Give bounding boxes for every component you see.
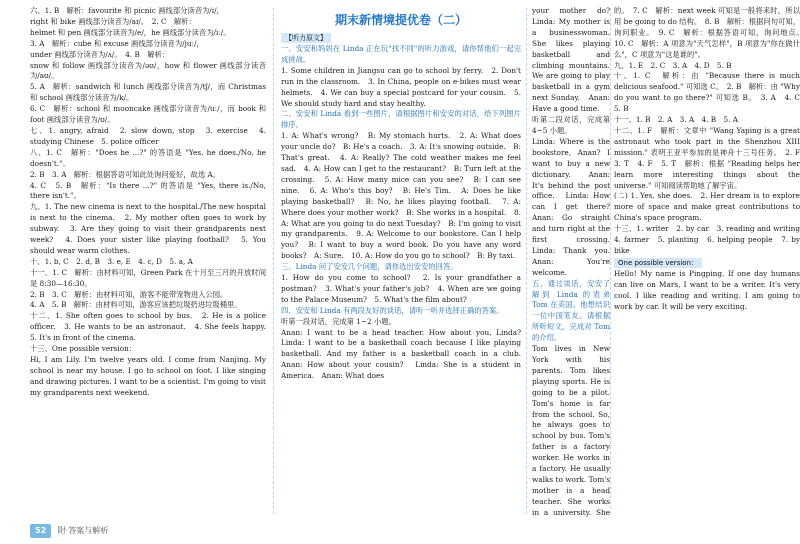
paragraph: snow 和 follow 画线部分读音为/əʊ/，how 和 flower 画线部分读音为/aʊ/。: [30, 60, 266, 81]
question-heading: 二、安安和 Linda 看到一些图片，请根据图片和安安的对话，给下列图片排序。: [281, 109, 521, 130]
paragraph: 七、1. angry, afraid 2. slow down, stop 3. exercise 4. studying Chinese 5. police officer: [30, 125, 266, 146]
answer-column-2: [281, 6, 521, 518]
footer-label: 附·答案与解析: [57, 526, 109, 535]
paragraph: Hi, I am Lily. I'm twelve years old. I come from Nanjing. My school is near my house. I go to school on foot. I like singing and drawing pictures. I want to be a scientist. I'm going to visit my grandparents next weekend.: [30, 355, 266, 397]
paragraph: 十一、1. C 解析：由材料可知，Green Park 在十月至三月的开放时间是 8:30—16:30。: [30, 267, 266, 288]
column-divider: [610, 8, 611, 514]
paragraph: 十、1. b, C 2. d, B 3. e, E 4. c, D 5. a, A: [30, 256, 193, 266]
paragraph: your mother do? Linda: My mother is a businesswoman. She likes playing basketball and climbing mountains. We are going to play basketball in a gym next Sunday. Anan: Have a good time.: [532, 6, 610, 114]
paragraph: 3. A 解析：cube 和 excuse 画线部分读音为/juː/，: [30, 38, 204, 48]
paragraph: 1. Some children in Jiangsu can go to school by ferry. 2. Don't run in the classroom. 3. In China, people on e-bikes must wear helmets. 4. We can buy a special postcard for your cousin. 5. We should study hard and stay healthy.: [281, 65, 521, 108]
paragraph: 十二、1. She often goes to school by bus. 2. He is a police officer. 3. He wants to be an astronaut. 4. She feels happy. 5. It's in front of the cinema.: [30, 311, 266, 343]
paragraph: right 和 bike 画线部分读音为/aɪ/。 2. C 解析：: [30, 16, 196, 26]
paragraph: 2. B 3. C 解析：由材料可知，游客不能带宠物进入公园。: [30, 289, 228, 299]
paragraph: 六、1. B 解析：favourite 和 picnic 画线部分读音为/ɪ/，: [30, 6, 224, 15]
question-heading: 四、安安和 Linda 有两段友好的谈话，请听一听并选择正确的答案。: [281, 305, 504, 315]
paragraph: 十三、One possible version：: [30, 344, 137, 354]
question-heading: 一、安安和妈妈在 Linda 正在玩"找不同"的听力游戏，请你帮他们一起完成挑战。: [281, 44, 521, 64]
paragraph: 九、1. E 2. C 3. A 4. D 5. B: [614, 60, 732, 70]
paragraph: 6. C 解析：school 和 mooncake 画线部分读音为/uː/，而 book 和 foot 画线部分读音为/ʊ/。: [30, 104, 266, 125]
paragraph: 5. A 解析：sandwich 和 lunch 画线部分读音为/tʃ/，而 Christmas 和 school 画线部分读音为/k/。: [30, 82, 266, 103]
column-divider: [526, 8, 527, 514]
paragraph: 十、1. C 解析：由 "Because there is much delicious seafood." 可知选 C。 2. B 解析：由 "Why do you want to go there?" 可知选 B。 3. A 4. C 5. B: [614, 71, 800, 114]
column-divider: [273, 8, 274, 514]
paragraph: under 画线部分读音为/ʌ/。 4. B 解析：: [30, 49, 170, 59]
paragraph: 1. How do you come to school? 2. Is your grandfather a postman? 3. What's your father's job? 4. When are we going to the Palace Museum? 5. What's the film about?: [281, 273, 521, 304]
paragraph: 九、1. The new cinema is next to the hospital./The new hospital is next to the cinema. 2. My mother often goes to work by subway. 3. Are they going to visit their grandparents next week? 4. Does your sister like playing football? 5. You should wear warm clothes.: [30, 202, 266, 255]
paragraph: Anan: I want to be a head teacher. How about you, Linda? Linda: I want to be a basketball coach because I like playing basketball. And my father is a basketball coach in a club. Anan: How about your cousin? Linda: She is a student in America. Anan: What does: [281, 327, 521, 381]
paragraph: Hello! My name is Pingping. If one day humans can live on Mars, I want to be a writer. It's very cool. I like reading and writing. I am going to work by car. It will be very exciting.: [614, 268, 800, 311]
paragraph: 听第二段对话，完成第 4~5 小题。: [532, 115, 610, 135]
paragraph: Linda: Where is the bookstore, Anan? I want to buy a new dictionary. Anan: It's behind the post office. Linda: How can I get there? Anan: Go straight and turn right at the first crossing. Linda: Thank you. Anan: You're welcome.: [532, 136, 610, 277]
answer-column-1: [30, 6, 266, 518]
paragraph: 1. A: What's wrong? B: My stomach hurts. 2. A: What does your uncle do? B: He's a coach. 3. A: It's snowing outside. B: That's great. 4. A: Really? The cold weather makes me feel sad. 4. A: How can I get to the restaurant? B: Turn left at the crossing. 5. A: How many mice can you see? B: I can see nine. 6. A: Who's this boy? B: He's Tim. A: Does he like playing basketball? B: No, he likes playing football. 7. A: Where does your mother work? B: She works in a hospital. 8. A: What are you going to do next Tuesday? B: I'm going to visit my grandparents. 9. A: Welcome to our bookstore. Can I help you? B: I want to buy a word book. Do you have any word books? A: Sure. 10. A: How do you go to school? B: By taxi.: [281, 131, 521, 261]
question-heading: 五、通过谈话，安安了解到 Linda 的表弟 Tom 在美国。他想结识一位中国笔友。请根据所听短文，完成对 Tom 的介绍。: [532, 278, 610, 343]
question-heading: 三、Linda 问了安安几个问题，请你选出安安的回答。: [281, 262, 458, 272]
paragraph: 4. C 5. B 解析："Is there ...?" 的答语是 "Yes, there is./No, there isn't."。: [30, 180, 266, 201]
paragraph: helmet 和 pen 画线部分读音为/e/，he 画线部分读音为/iː/。: [30, 27, 231, 37]
paragraph: Tom lives in New York with his parents. Tom likes playing sports. He is going to be a pilot. Tom's home is far from the school. So, he always goes to school by bus. Tom's father is a factory worker. He works in a factory. He usually walks to work. Tom's mother is a head teacher. She works in a university. She: [532, 344, 610, 517]
page-number: 52: [30, 524, 51, 538]
paragraph: 的。 7. C 解析：next week 可知是一般将来时，所以用 be going to do 结构。 8. B 解析：根据问句可知，询问职业。 9. C 解析：根据答语可知，询问地点。 10. C 解析：A 项意为"天气怎样"，B 项意为"你在做什么"，C 项意为"这是谁的"。: [614, 6, 800, 59]
paragraph: 4. A 5. B 解析：由材料可知，游客应该把垃圾扔进垃圾桶里。: [30, 300, 242, 310]
answer-column-4: [614, 6, 800, 518]
paragraph: 2. B 3. A 解析：根据答语可知此处询问爱好，故选 A。: [30, 169, 221, 179]
page-title: 期末新情境提优卷（二）: [334, 13, 467, 27]
paragraph: (二) 1. Yes, she does. 2. Her dream is to explore more of space and make great contributions to China's space program.: [614, 191, 800, 223]
section-tag: One possible version：: [614, 258, 702, 268]
paragraph: 十一、1. B 2. A 3. A 4. B 5. A: [614, 115, 739, 125]
paragraph: 听第一段对话，完成第 1~2 小题。: [281, 316, 396, 326]
paragraph: 十三、1. writer 2. by car 3. reading and writing 4. farmer 5. planting 6. helping people 7. by bike: [614, 224, 800, 255]
answer-column-3-text: [532, 6, 610, 518]
section-tag: 【听力原文】: [281, 33, 331, 43]
page-footer: [30, 524, 108, 538]
paragraph: 八、1. C 解析："Does he ...?" 的答语是 "Yes, he does./No, he doesn't."。: [30, 147, 266, 168]
paragraph: 十二、1. F 解析：文章中 "Wang Yaping is a great astronaut who took part in the Shenzhou XIII mission." 表明王亚平参加的是神舟十三号任务。 2. F 3. T 4. F 5. T 解析：根据 "Reading helps her learn more interesting things about the universe." 可知阅读帮助她了解宇宙。: [614, 125, 800, 190]
